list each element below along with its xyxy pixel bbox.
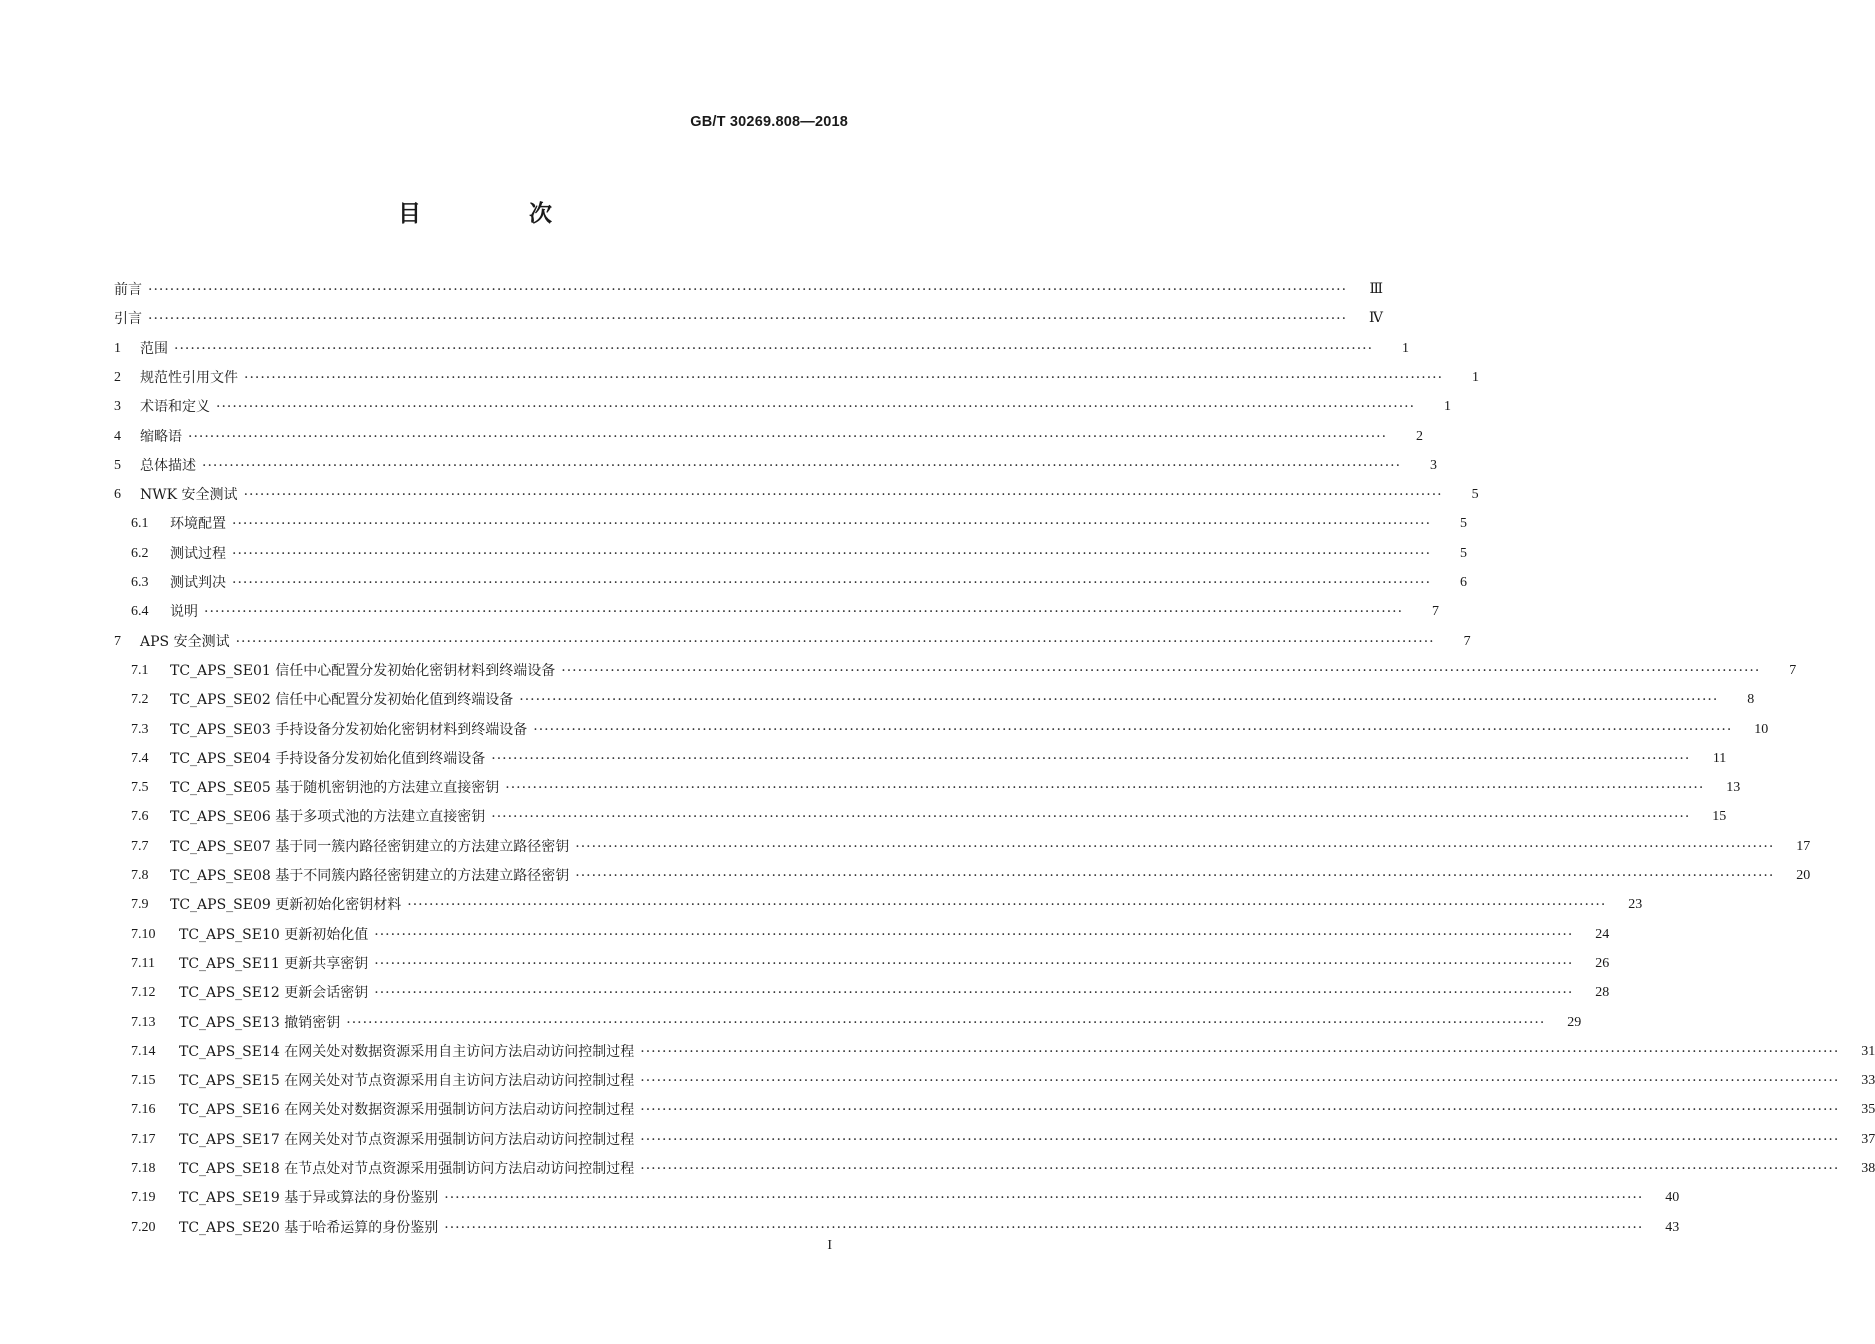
toc-entry-title: 测试过程 (170, 545, 226, 562)
toc-entry-number: 7.8 (131, 868, 149, 883)
toc-entry[interactable] (0, 270, 1384, 299)
toc-entry[interactable] (0, 592, 1440, 621)
toc-entry-title: TC_APS_SE07 基于同一簇内路径密钥建立的方法建立路径密钥 (170, 838, 570, 855)
toc-entry-number: 7.12 (131, 985, 156, 1001)
toc-entry-number: 7.19 (131, 1190, 156, 1206)
toc-entry-title: TC_APS_SE20 基于哈希运算的身份鉴别 (179, 1219, 439, 1236)
toc-entry[interactable] (0, 768, 1741, 797)
toc-entry[interactable] (0, 944, 1610, 973)
toc-dot-leader: ···························································································································································································································· (561, 662, 1761, 679)
toc-dot-leader: ···························································································································································································································· (533, 721, 1733, 738)
toc-entry-title: TC_APS_SE16 在网关处对数据资源采用强制访问方法启动访问控制过程 (179, 1102, 635, 1119)
toc-entry-title: TC_APS_SE08 基于不同簇内路径密钥建立的方法建立路径密钥 (170, 868, 570, 884)
toc-entry[interactable] (0, 680, 1755, 709)
toc-dot-leader: ···························································································································································································································· (148, 311, 1348, 328)
toc-dot-leader: ···························································································································································································································· (232, 575, 1432, 591)
toc-dot-leader: ···························································································································································································································· (640, 1073, 1840, 1090)
toc-entry[interactable] (0, 973, 1610, 1002)
toc-entry-number: 7.18 (131, 1161, 156, 1176)
toc-entry[interactable] (0, 856, 1811, 885)
toc-entry[interactable] (0, 563, 1468, 592)
toc-entry[interactable] (0, 358, 1480, 387)
toc-entry-number: 6.1 (131, 516, 149, 532)
toc-entry-number: 7.3 (131, 721, 149, 737)
toc-dot-leader: ···························································································································································································································· (491, 750, 1691, 767)
page-number: I (827, 1238, 832, 1253)
toc-entry-title: TC_APS_SE12 更新会话密钥 (179, 985, 369, 1002)
toc-dot-leader: ···························································································································································································································· (640, 1131, 1840, 1148)
toc-entry-title: TC_APS_SE19 基于异或算法的身份鉴别 (179, 1190, 439, 1207)
toc-entry-page: 3 (1430, 457, 1438, 473)
toc-entry-page: 33 (1861, 1073, 1875, 1089)
toc-entry-number: 1 (114, 340, 121, 356)
toc-entry[interactable] (0, 446, 1438, 475)
toc-entry-page: 26 (1595, 955, 1610, 971)
toc-entry-title: TC_APS_SE01 信任中心配置分发初始化密钥材料到终端设备 (170, 662, 556, 679)
toc-entry[interactable] (0, 651, 1797, 680)
toc-dot-leader: ···························································································································································································································· (202, 457, 1402, 474)
toc-entry-number: 7.17 (131, 1131, 156, 1147)
toc-entry-title: TC_APS_SE14 在网关处对数据资源采用自主访问方法启动访问控制过程 (179, 1043, 635, 1060)
toc-entry-number: 7.13 (131, 1014, 156, 1030)
toc-entry-title: 缩略语 (140, 428, 182, 445)
toc-entry-number: 7.7 (131, 838, 149, 854)
toc-entry-number: 2 (114, 369, 121, 385)
toc-dot-leader: ···························································································································································································································· (640, 1102, 1840, 1119)
toc-dot-leader: ···························································································································································································································· (374, 926, 1574, 943)
toc-entry[interactable] (0, 885, 1643, 914)
toc-entry-page: 5 (1460, 516, 1468, 532)
toc-entry-title: APS 安全测试 (140, 633, 230, 650)
toc-entry-title: TC_APS_SE10 更新初始化值 (179, 926, 369, 943)
standard-number: GB/T 30269.808—2018 (690, 114, 848, 130)
toc-entry[interactable] (0, 710, 1769, 739)
toc-entry-number: 7.15 (131, 1073, 156, 1089)
toc-dot-leader: ···························································································································································································································· (148, 282, 1348, 298)
toc-dot-leader: ···························································································································································································································· (640, 1043, 1840, 1060)
toc-entry-title: 测试判决 (170, 575, 226, 591)
toc-entry[interactable] (0, 915, 1610, 944)
toc-dot-leader: ···························································································································································································································· (640, 1161, 1840, 1177)
toc-entry-page: 8 (1747, 692, 1755, 708)
toc-entry-title: TC_APS_SE09 更新初始化密钥材料 (170, 897, 402, 914)
toc-dot-leader: ···························································································································································································································· (374, 955, 1574, 972)
toc-entry-number: 6.2 (131, 545, 149, 561)
toc-entry-page: 37 (1861, 1131, 1875, 1147)
toc-dot-leader: ···························································································································································································································· (204, 604, 1404, 621)
toc-entry-number: 7.5 (131, 780, 149, 796)
toc-entry-page: 13 (1726, 780, 1741, 796)
toc-entry-number: 7.14 (131, 1043, 156, 1059)
toc-entry-page: 38 (1861, 1161, 1875, 1176)
toc-entry-number: 7.16 (131, 1102, 156, 1118)
toc-entry-title: 说明 (170, 604, 198, 621)
toc-entry-title: TC_APS_SE18 在节点处对节点资源采用强制访问方法启动访问控制过程 (179, 1161, 635, 1177)
toc-entry-page: 7 (1432, 604, 1440, 620)
toc-entry[interactable] (0, 417, 1424, 446)
toc-entry-title: TC_APS_SE15 在网关处对节点资源采用自主访问方法启动访问控制过程 (179, 1073, 635, 1090)
toc-entry-title: TC_APS_SE04 手持设备分发初始化值到终端设备 (170, 750, 486, 767)
toc-entry-number: 4 (114, 428, 121, 444)
toc-entry-number: 7.20 (131, 1219, 156, 1235)
toc-entry[interactable] (0, 1208, 1680, 1237)
toc-dot-leader: ···························································································································································································································· (444, 1190, 1644, 1207)
toc-dot-leader: ···························································································································································································································· (444, 1219, 1644, 1236)
toc-entry-page: 43 (1665, 1219, 1680, 1235)
toc-entry-page: 31 (1861, 1043, 1875, 1059)
toc-entry-title: TC_APS_SE05 基于随机密钥池的方法建立直接密钥 (170, 780, 500, 797)
toc-entry-number: 7.10 (131, 926, 156, 942)
toc-entry-number: 7.1 (131, 662, 149, 678)
toc-dot-leader: ···························································································································································································································· (575, 838, 1775, 855)
toc-entry-page: 1 (1472, 369, 1480, 385)
toc-entry[interactable] (0, 1061, 1875, 1090)
toc-entry-number: 6.3 (131, 575, 149, 590)
toc-entry[interactable] (0, 299, 1384, 328)
toc-entry-page: 24 (1595, 926, 1610, 942)
toc-entry-page: 35 (1861, 1102, 1875, 1118)
toc-entry[interactable] (0, 739, 1727, 768)
toc-entry-page: 7 (1463, 633, 1471, 649)
toc-entry-number: 7.4 (131, 750, 149, 766)
toc-entry-title: TC_APS_SE13 撤销密钥 (179, 1014, 341, 1031)
toc-entry-page: 29 (1567, 1014, 1582, 1030)
toc-entry-title: 术语和定义 (140, 399, 210, 416)
toc-entry-number: 6.4 (131, 604, 149, 620)
toc-entry-page: 23 (1628, 897, 1643, 913)
toc-entry-title: TC_APS_SE02 信任中心配置分发初始化值到终端设备 (170, 692, 514, 709)
toc-entry-number: 3 (114, 399, 121, 415)
toc-entry[interactable] (0, 1120, 1875, 1149)
toc-entry-page: 1 (1444, 399, 1452, 415)
toc-dot-leader: ···························································································································································································································· (188, 428, 1388, 445)
toc-dot-leader: ···························································································································································································································· (505, 780, 1705, 797)
toc-dot-leader: ···························································································································································································································· (346, 1014, 1546, 1031)
toc-entry-page: 10 (1754, 721, 1769, 737)
toc-entry[interactable] (0, 475, 1479, 504)
toc-entry-page: 28 (1595, 985, 1610, 1001)
toc-entry[interactable] (0, 387, 1452, 416)
toc-dot-leader: ···························································································································································································································· (174, 340, 1374, 357)
toc-entry-number: 5 (114, 457, 121, 473)
toc-entry-page: 5 (1471, 487, 1479, 503)
toc-dot-leader: ···························································································································································································································· (244, 369, 1444, 386)
toc-entry-page: 40 (1665, 1190, 1680, 1206)
toc-entry[interactable] (0, 329, 1410, 358)
toc-entry[interactable] (0, 1032, 1875, 1061)
toc-entry-title: TC_APS_SE17 在网关处对节点资源采用强制访问方法启动访问控制过程 (179, 1131, 635, 1148)
toc-entry[interactable] (0, 797, 1727, 826)
toc-entry[interactable] (0, 1090, 1875, 1119)
toc-dot-leader: ···························································································································································································································· (232, 545, 1432, 562)
page-title: 目 次 (397, 200, 602, 227)
toc-entry-number: 6 (114, 487, 121, 503)
toc-entry-title: 规范性引用文件 (140, 369, 238, 386)
toc-dot-leader: ···························································································································································································································· (243, 487, 1443, 504)
toc-entry-number: 7.2 (131, 692, 149, 708)
toc-entry-page: 20 (1796, 868, 1811, 883)
toc-entry[interactable] (0, 1149, 1875, 1178)
toc-dot-leader: ···························································································································································································································· (491, 809, 1691, 826)
toc-entry-page: 15 (1712, 809, 1727, 825)
toc-entry-page: 11 (1712, 750, 1727, 766)
toc-dot-leader: ···························································································································································································································· (575, 868, 1775, 884)
toc-entry-page: 17 (1796, 838, 1811, 854)
toc-dot-leader: ···························································································································································································································· (519, 692, 1719, 709)
toc-entry-number: 7.6 (131, 809, 149, 825)
toc-entry-title: TC_APS_SE11 更新共享密钥 (179, 955, 369, 972)
toc-entry-page: Ⅳ (1369, 311, 1384, 327)
toc-entry-number: 7.9 (131, 897, 149, 913)
toc-entry[interactable] (0, 534, 1468, 563)
toc-entry[interactable] (0, 1178, 1680, 1207)
toc-entry-title: TC_APS_SE06 基于多项式池的方法建立直接密钥 (170, 809, 486, 826)
toc-dot-leader: ···························································································································································································································· (235, 633, 1435, 650)
toc-entry-page: 7 (1789, 662, 1797, 678)
toc-entry[interactable] (0, 504, 1468, 533)
toc-entry[interactable] (0, 1003, 1582, 1032)
toc-entry-title: 引言 (114, 311, 142, 328)
toc-entry-title: 范围 (140, 340, 168, 357)
toc-dot-leader: ···························································································································································································································· (407, 897, 1607, 914)
toc-entry[interactable] (0, 827, 1811, 856)
toc-entry-title: TC_APS_SE03 手持设备分发初始化密钥材料到终端设备 (170, 721, 528, 738)
toc-entry-title: 总体描述 (140, 457, 196, 474)
toc-entry-page: 6 (1460, 575, 1468, 590)
toc-entry-page: 2 (1416, 428, 1424, 444)
toc-entry-page: Ⅲ (1369, 282, 1384, 297)
toc-dot-leader: ···························································································································································································································· (216, 399, 1416, 416)
toc-entry-page: 1 (1402, 340, 1410, 356)
toc-dot-leader: ···························································································································································································································· (374, 985, 1574, 1002)
toc-entry-title: NWK 安全测试 (140, 487, 238, 504)
toc-entry-title: 前言 (114, 282, 142, 298)
toc-entry-number: 7.11 (131, 955, 155, 971)
toc-entry-page: 5 (1460, 545, 1468, 561)
toc-dot-leader: ···························································································································································································································· (232, 516, 1432, 533)
toc-entry-number: 7 (114, 633, 121, 649)
toc-entry[interactable] (0, 622, 1471, 651)
toc-entry-title: 环境配置 (170, 516, 226, 533)
